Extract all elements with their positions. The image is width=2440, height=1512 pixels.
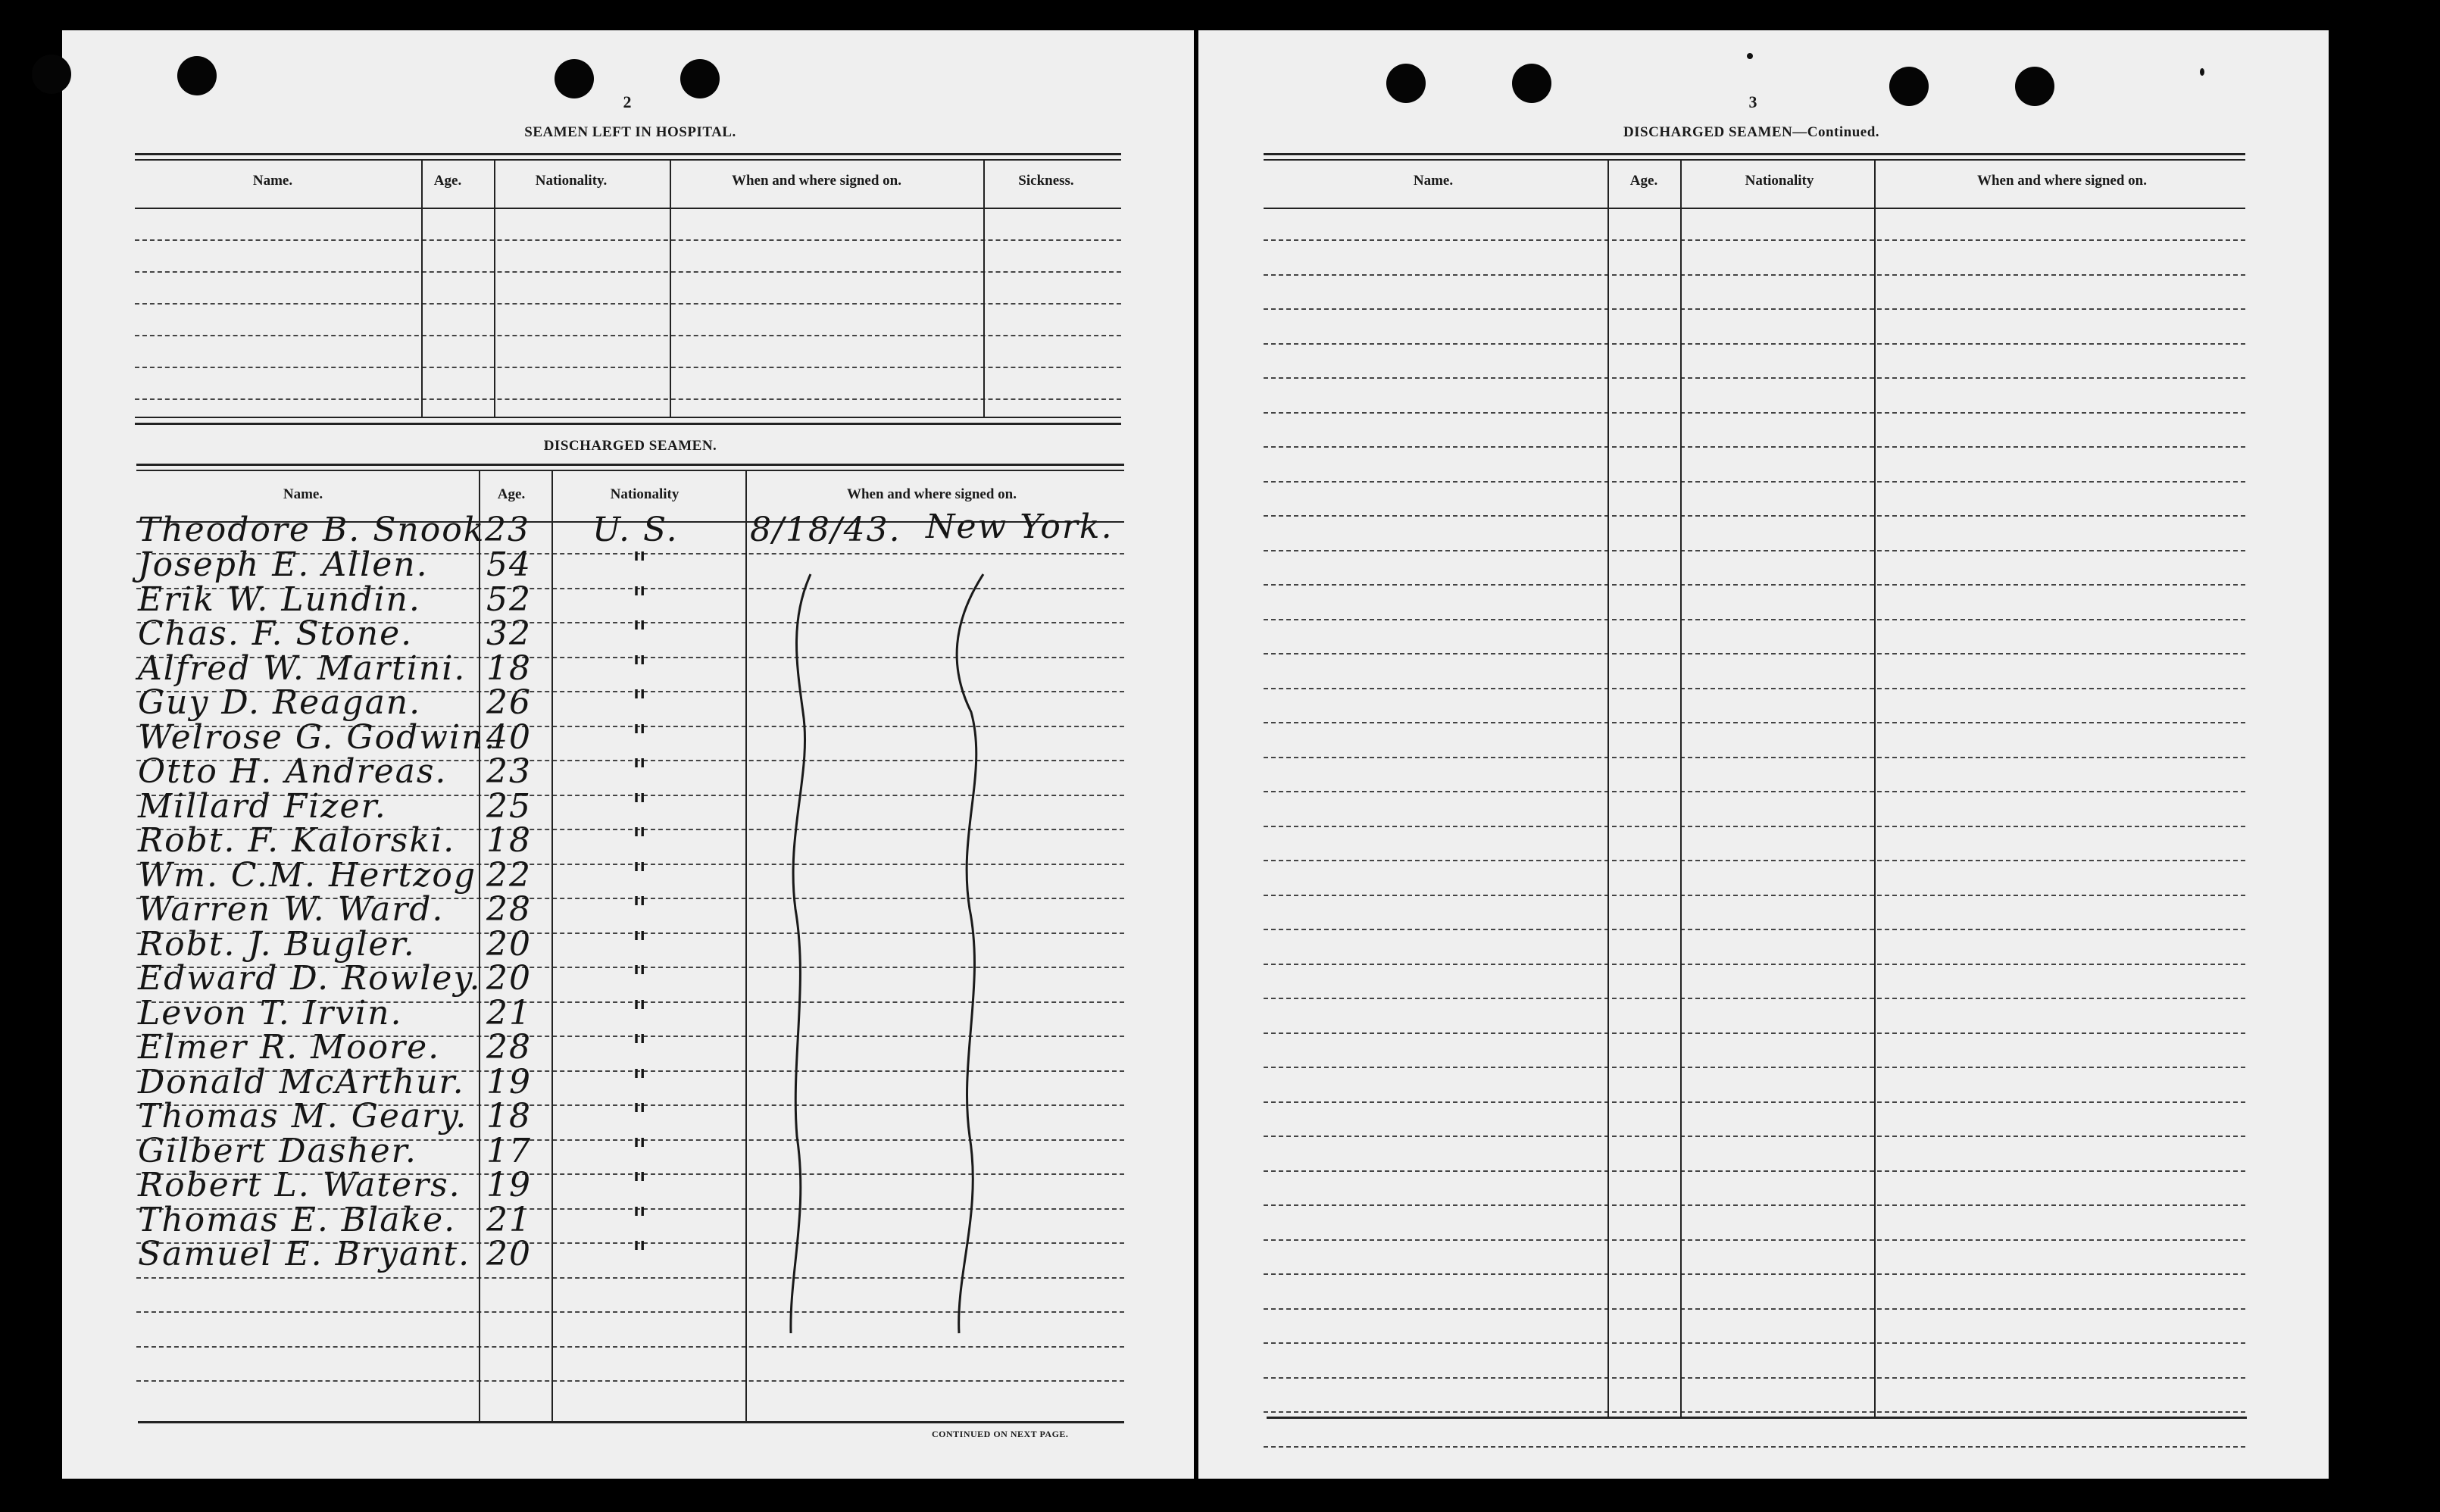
signed-on-place: New York.	[926, 508, 1114, 546]
ruling-line	[1264, 895, 2245, 896]
page-number: 2	[623, 92, 632, 111]
seaman-nationality: "	[632, 993, 649, 1032]
seaman-name: Gilbert Dasher.	[138, 1131, 417, 1170]
ruling-line	[1264, 584, 2245, 586]
divider	[1264, 159, 2245, 161]
ruling-line	[1264, 1308, 2245, 1310]
seaman-age: 19	[486, 1062, 532, 1101]
page-number: 3	[1748, 92, 1757, 111]
seaman-age: 54	[486, 545, 532, 584]
ruling-line	[1264, 377, 2245, 379]
column-header-nationality: Nationality.	[535, 173, 608, 189]
seaman-name: Alfred W. Martini.	[138, 648, 467, 688]
ruling-line	[1264, 1101, 2245, 1103]
right-page	[1198, 30, 2329, 1479]
ruling-line	[1264, 1446, 2245, 1448]
seaman-name: Robt. J. Bugler.	[138, 924, 416, 964]
seaman-name: Wm. C.M. Hertzog	[138, 855, 476, 895]
seaman-nationality: "	[632, 614, 649, 653]
ruling-line	[1264, 929, 2245, 930]
seaman-age: 40	[486, 717, 532, 757]
seaman-nationality: "	[632, 1097, 649, 1136]
seaman-name: Warren W. Ward.	[138, 890, 445, 929]
seaman-age: 19	[486, 1166, 532, 1204]
ruling-line	[1264, 653, 2245, 654]
seaman-name: Robert L. Waters.	[138, 1166, 461, 1204]
column-header-nationality: Nationality	[610, 486, 680, 502]
seaman-nationality: "	[632, 752, 649, 791]
ruling-line	[1264, 619, 2245, 620]
seaman-nationality: "	[632, 1131, 649, 1170]
seaman-name: Thomas E. Blake.	[138, 1200, 457, 1239]
seaman-name: Guy D. Reagan.	[138, 683, 422, 722]
seaman-name: Levon T. Irvin.	[138, 993, 403, 1032]
seaman-name: Millard Fizer.	[138, 786, 387, 826]
ruling-line	[1264, 446, 2245, 448]
discharged-continued-title: DISCHARGED SEAMEN—Continued.	[1623, 124, 1880, 140]
seaman-nationality: "	[632, 648, 649, 688]
ruling-line	[1264, 688, 2245, 689]
divider	[1264, 208, 2245, 209]
seaman-age: 22	[486, 855, 532, 895]
ruling-line	[1264, 1170, 2245, 1172]
ruling-line	[1264, 1136, 2245, 1137]
column-header-name: Name.	[1413, 173, 1454, 189]
seaman-age: 21	[486, 1200, 532, 1239]
ruling-line	[1264, 1411, 2245, 1413]
seaman-nationality: "	[632, 855, 649, 895]
seaman-name: Otto H. Andreas.	[138, 752, 448, 791]
ruling-line	[1264, 274, 2245, 276]
punch-hole	[1386, 64, 1426, 103]
column-header-signed-on: When and where signed on.	[846, 486, 1017, 502]
punch-hole	[1889, 67, 1929, 106]
ruling-line	[1264, 1239, 2245, 1241]
seaman-name: Robt. F. Kalorski.	[138, 821, 456, 860]
ruling-line	[1264, 1377, 2245, 1379]
discharged-section-title: DISCHARGED SEAMEN.	[543, 438, 717, 454]
seaman-name: Edward D. Rowley.	[138, 959, 482, 998]
seaman-nationality: "	[632, 821, 649, 860]
ruling-line	[1264, 308, 2245, 310]
continued-note: CONTINUED ON NEXT PAGE.	[932, 1429, 1069, 1439]
seaman-name: Chas. F. Stone.	[138, 614, 414, 653]
left-page	[62, 30, 1194, 1479]
seaman-nationality: "	[632, 579, 649, 619]
hospital-section-title: SEAMEN LEFT IN HOSPITAL.	[524, 124, 736, 140]
ruling-line	[1264, 1067, 2245, 1068]
seaman-age: 20	[486, 924, 532, 964]
column-header-signed-on: When and where signed on.	[1976, 173, 2147, 189]
seaman-nationality: "	[632, 683, 649, 722]
seaman-name: Elmer R. Moore.	[138, 1028, 441, 1067]
seaman-nationality: "	[632, 1166, 649, 1204]
seaman-name: Donald McArthur.	[138, 1062, 465, 1101]
seaman-age: 17	[486, 1131, 532, 1170]
ruling-line	[1264, 515, 2245, 517]
ruling-line	[1264, 757, 2245, 758]
seaman-age: 26	[486, 683, 532, 722]
column-header-name: Name.	[283, 486, 323, 502]
seaman-age: 25	[486, 786, 532, 826]
seaman-age: 23	[485, 511, 530, 549]
seaman-age: 18	[486, 1097, 532, 1136]
seaman-age: 18	[486, 648, 532, 688]
seaman-nationality: "	[632, 1235, 649, 1273]
column-header-signed-on: When and where signed on.	[731, 173, 901, 189]
divider	[1267, 1417, 2247, 1419]
seaman-nationality: U. S.	[592, 511, 679, 549]
ruling-line	[1264, 1032, 2245, 1034]
seaman-age: 52	[486, 579, 532, 619]
seaman-nationality: "	[632, 1062, 649, 1101]
seaman-name: Thomas M. Geary.	[138, 1097, 468, 1136]
ruling-line	[1264, 1204, 2245, 1206]
ruling-line	[1264, 550, 2245, 551]
punch-hole	[1512, 64, 1551, 103]
seaman-name: Theodore B. Snook	[138, 511, 486, 549]
seaman-nationality: "	[632, 786, 649, 826]
column-header-age: Age.	[1629, 173, 1658, 189]
ruling-line	[1264, 412, 2245, 414]
seaman-name: Erik W. Lundin.	[138, 579, 421, 619]
seaman-nationality: "	[632, 545, 649, 584]
ruling-line	[1264, 239, 2245, 241]
seaman-nationality: "	[632, 890, 649, 929]
signed-on-date: 8/18/43.	[750, 511, 901, 549]
ruling-line	[1264, 791, 2245, 792]
ruling-line	[1264, 1342, 2245, 1344]
seaman-name: Joseph E. Allen.	[138, 545, 429, 584]
seaman-nationality: "	[632, 924, 649, 964]
punch-hole	[2015, 67, 2054, 106]
column-header-nationality: Nationality	[1745, 173, 1814, 189]
column-header-age: Age.	[497, 486, 526, 502]
seaman-age: 20	[486, 959, 532, 998]
seaman-nationality: "	[632, 1200, 649, 1239]
seaman-age: 32	[486, 614, 532, 653]
ruling-line	[1264, 1273, 2245, 1275]
seaman-name: Samuel E. Bryant.	[138, 1235, 471, 1273]
ruling-line	[1264, 964, 2245, 965]
seaman-age: 28	[486, 890, 532, 929]
ruling-line	[1264, 481, 2245, 483]
seaman-name: Welrose G. Godwin.	[138, 717, 497, 757]
seaman-nationality: "	[632, 1028, 649, 1067]
ruling-line	[1264, 998, 2245, 999]
ruling-line	[1264, 343, 2245, 345]
ruling-line	[1264, 860, 2245, 861]
column-header-sickness: Sickness.	[1018, 173, 1074, 189]
seaman-nationality: "	[632, 717, 649, 757]
seaman-nationality: "	[632, 959, 649, 998]
seaman-age: 20	[486, 1235, 532, 1273]
divider	[1264, 153, 2245, 155]
seaman-age: 21	[486, 993, 532, 1032]
ruling-line	[1264, 722, 2245, 723]
column-header-name: Name.	[252, 173, 293, 189]
seaman-age: 23	[486, 752, 532, 791]
column-header-age: Age.	[433, 173, 462, 189]
ruling-line	[1264, 826, 2245, 827]
seaman-age: 28	[486, 1028, 532, 1067]
ditto-line	[62, 30, 1194, 1479]
seaman-age: 18	[486, 821, 532, 860]
